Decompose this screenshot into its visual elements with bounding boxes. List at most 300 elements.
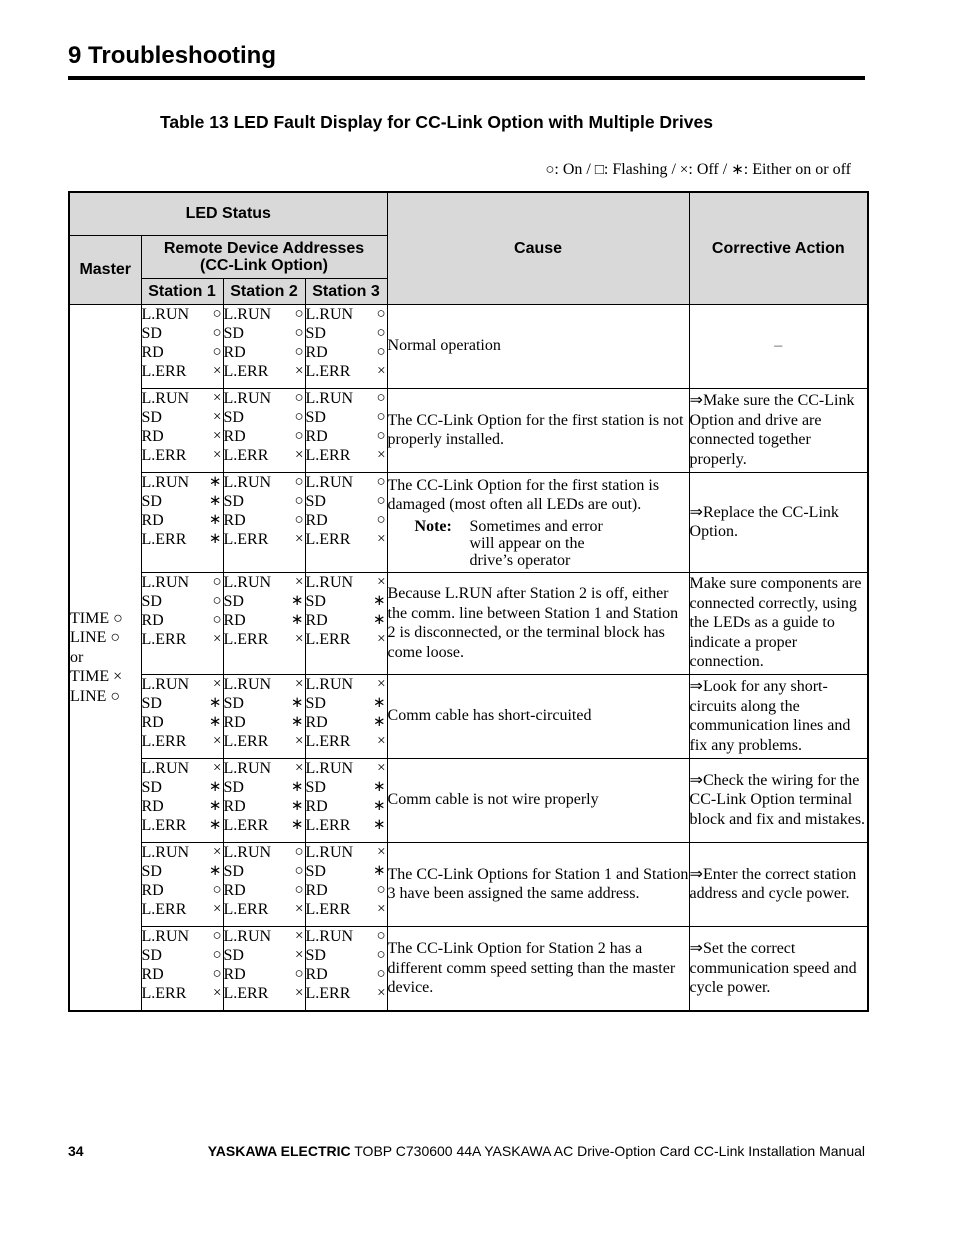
led-line	[306, 881, 387, 900]
led-state: ×	[213, 363, 222, 380]
led-line	[224, 630, 305, 649]
master-status-line: or	[70, 648, 84, 666]
led-name: L.RUN	[141, 927, 190, 945]
led-state: ○	[294, 843, 304, 860]
led-line	[224, 946, 305, 965]
led-line	[224, 492, 305, 511]
led-name: SD	[305, 778, 326, 796]
cause-text: The CC-Link Option for the first station is not properly installed.	[387, 411, 684, 448]
led-name: L.RUN	[223, 573, 272, 591]
led-state: ○	[294, 389, 304, 406]
led-line	[142, 900, 223, 919]
led-line	[306, 473, 387, 492]
led-state: ∗	[208, 862, 222, 879]
led-state: ×	[295, 733, 304, 750]
corrective-action-cell: ⇒Enter the correct station address and cycle power.	[689, 842, 868, 926]
led-name: L.ERR	[223, 985, 269, 1003]
led-name: SD	[141, 592, 162, 610]
led-line	[142, 389, 223, 408]
led-state: ∗	[208, 817, 222, 834]
led-line	[142, 984, 223, 1003]
led-name: L.ERR	[141, 985, 187, 1003]
led-name: SD	[223, 946, 244, 964]
led-line	[306, 816, 387, 835]
led-state: ∗	[372, 862, 386, 879]
led-line	[306, 965, 387, 984]
led-state: ○	[376, 324, 386, 341]
led-name: L.RUN	[223, 473, 272, 491]
cause-cell	[387, 472, 689, 572]
led-line	[142, 778, 223, 797]
led-state: ○	[294, 965, 304, 982]
station2-header: Station 2	[223, 278, 305, 304]
led-line	[224, 324, 305, 343]
led-line	[224, 732, 305, 751]
led-name: L.RUN	[223, 927, 272, 945]
led-name: L.RUN	[141, 573, 190, 591]
table-caption: Table 13 LED Fault Display for CC-Link Option with Multiple Drives	[160, 112, 713, 132]
led-line	[142, 324, 223, 343]
master-status-cell	[69, 304, 141, 1011]
led-line	[306, 946, 387, 965]
led-name: L.RUN	[141, 675, 190, 693]
led-name: SD	[305, 946, 326, 964]
led-name: L.ERR	[223, 901, 269, 919]
led-name: SD	[141, 408, 162, 426]
led-name: L.ERR	[305, 531, 351, 549]
flash-symbol: □	[594, 162, 604, 178]
led-state: ×	[295, 573, 304, 590]
led-state: ∗	[372, 694, 386, 711]
station1-header: Station 1	[141, 278, 223, 304]
station3-led-cell	[305, 472, 387, 572]
station3-led-cell	[305, 572, 387, 674]
cause-cell	[387, 674, 689, 758]
cause-text: The CC-Link Option for Station 2 has a different comm speed setting than the master device.	[387, 940, 676, 996]
led-state: ∗	[208, 492, 222, 509]
led-state: ×	[377, 363, 386, 380]
cause-cell	[387, 842, 689, 926]
led-state: ○	[294, 324, 304, 341]
station1-led-cell	[141, 674, 223, 758]
led-line	[224, 843, 305, 862]
led-line	[306, 759, 387, 778]
led-state: ×	[213, 408, 222, 425]
led-state: ∗	[208, 511, 222, 528]
led-state: ○	[376, 881, 386, 898]
led-state: ×	[295, 985, 304, 1002]
led-name: L.RUN	[141, 473, 190, 491]
station3-led-cell	[305, 758, 387, 842]
led-line	[142, 427, 223, 446]
led-name: SD	[305, 862, 326, 880]
led-state: ○	[376, 427, 386, 444]
led-line	[306, 900, 387, 919]
led-line	[224, 473, 305, 492]
led-line	[142, 759, 223, 778]
led-name: L.ERR	[223, 363, 269, 381]
led-name: RD	[223, 713, 246, 731]
led-state: ×	[295, 363, 304, 380]
led-state: ×	[213, 901, 222, 918]
led-line	[142, 816, 223, 835]
led-line	[306, 427, 387, 446]
footer-doc: TOBP C730600 44A YASKAWA AC Drive-Option Card CC-Link Installation Manual	[350, 1143, 865, 1159]
station1-led-cell	[141, 926, 223, 1011]
footer-brand: YASKAWA ELECTRIC	[207, 1143, 351, 1159]
led-state: ○	[376, 408, 386, 425]
led-state: ∗	[208, 778, 222, 795]
led-line	[224, 446, 305, 465]
station2-led-cell	[223, 926, 305, 1011]
led-state: ∗	[290, 797, 304, 814]
on-symbol: ○	[545, 162, 555, 178]
led-name: L.RUN	[305, 927, 354, 945]
station3-led-cell	[305, 304, 387, 388]
led-line	[142, 408, 223, 427]
station3-led-cell	[305, 926, 387, 1011]
led-state: ×	[213, 389, 222, 406]
led-state: ○	[212, 324, 222, 341]
station2-led-cell	[223, 572, 305, 674]
off-text: : Off /	[688, 161, 732, 178]
led-line	[142, 843, 223, 862]
led-line	[306, 446, 387, 465]
led-name: RD	[141, 881, 164, 899]
led-name: RD	[141, 797, 164, 815]
led-name: RD	[305, 427, 328, 445]
station1-led-cell	[141, 472, 223, 572]
led-line	[142, 611, 223, 630]
led-name: L.RUN	[141, 305, 190, 323]
led-line	[306, 630, 387, 649]
led-line	[224, 900, 305, 919]
cause-text: Comm cable is not wire properly	[387, 791, 599, 809]
led-name: L.RUN	[305, 305, 354, 323]
led-state: ∗	[208, 694, 222, 711]
led-line	[224, 927, 305, 946]
table-row	[69, 758, 868, 842]
led-line	[306, 389, 387, 408]
station2-led-cell	[223, 472, 305, 572]
station3-led-cell	[305, 842, 387, 926]
led-state: ×	[213, 427, 222, 444]
flash-text: : Flashing /	[603, 161, 680, 178]
led-line	[306, 984, 387, 1003]
led-line	[224, 592, 305, 611]
led-name: L.ERR	[305, 363, 351, 381]
led-line	[224, 862, 305, 881]
led-state: ×	[377, 901, 386, 918]
led-name: L.ERR	[141, 631, 187, 649]
led-line	[142, 862, 223, 881]
corrective-action-cell: ⇒Look for any short-circuits along the communication lines and fix any problems.	[689, 674, 868, 758]
led-name: L.ERR	[141, 901, 187, 919]
led-line	[224, 511, 305, 530]
led-status-header: LED Status	[69, 192, 387, 235]
led-line	[224, 881, 305, 900]
led-line	[306, 862, 387, 881]
page-number: 34	[68, 1143, 84, 1159]
led-state: ○	[212, 965, 222, 982]
led-name: RD	[223, 427, 246, 445]
station1-led-cell	[141, 758, 223, 842]
cause-text: Normal operation	[387, 337, 501, 355]
master-status-line: LINE ○	[70, 687, 121, 705]
led-name: SD	[223, 324, 244, 342]
led-name: RD	[223, 611, 246, 629]
master-header: Master	[69, 235, 141, 304]
led-line	[224, 530, 305, 549]
led-name: SD	[223, 592, 244, 610]
footer-text	[208, 1143, 865, 1159]
led-state: ○	[376, 473, 386, 490]
led-line	[142, 927, 223, 946]
led-line	[224, 305, 305, 324]
led-state: ○	[376, 511, 386, 528]
led-name: SD	[305, 492, 326, 510]
led-state: ∗	[290, 817, 304, 834]
led-state: ○	[212, 927, 222, 944]
led-state: ○	[294, 881, 304, 898]
led-name: RD	[141, 965, 164, 983]
led-state: ×	[377, 843, 386, 860]
led-state: ×	[295, 927, 304, 944]
led-line	[224, 408, 305, 427]
led-line	[306, 592, 387, 611]
led-name: RD	[223, 881, 246, 899]
led-name: L.RUN	[141, 843, 190, 861]
led-name: L.ERR	[141, 531, 187, 549]
cause-text: Because L.RUN after Station 2 is off, either the comm. line between Station 1 and Station 2 is disconnected, or the terminal block has come loose.	[387, 585, 679, 661]
led-name: RD	[141, 427, 164, 445]
led-name: SD	[223, 694, 244, 712]
led-state: ○	[376, 927, 386, 944]
led-line	[306, 492, 387, 511]
led-state: ×	[295, 901, 304, 918]
led-state: ○	[212, 305, 222, 322]
led-line	[142, 362, 223, 381]
led-name: L.RUN	[141, 389, 190, 407]
led-name: L.RUN	[305, 389, 354, 407]
led-line	[142, 713, 223, 732]
corrective-action-cell: Make sure components are connected correctly, using the LEDs as a guide to indicate a proper connection.	[689, 572, 868, 674]
action-header: Corrective Action	[689, 192, 868, 304]
station3-led-cell	[305, 388, 387, 472]
led-state: ×	[295, 447, 304, 464]
led-state: ○	[376, 343, 386, 360]
note-text: Sometimes and error will appear on the drive’s operator	[469, 517, 603, 569]
table-row	[69, 472, 868, 572]
led-name: L.ERR	[305, 631, 351, 649]
led-state: ○	[294, 862, 304, 879]
led-line	[224, 816, 305, 835]
led-state: ∗	[290, 611, 304, 628]
led-state: ×	[377, 573, 386, 590]
led-line	[142, 732, 223, 751]
led-line	[306, 573, 387, 592]
led-line	[306, 927, 387, 946]
led-state: ∗	[372, 817, 386, 834]
corrective-action-cell: ⇒Make sure the CC-Link Option and drive are connected together properly.	[689, 388, 868, 472]
led-line	[306, 732, 387, 751]
led-state: ○	[376, 965, 386, 982]
note-label: Note:	[414, 517, 452, 535]
led-name: L.RUN	[223, 843, 272, 861]
led-name: RD	[223, 511, 246, 529]
led-state: ×	[213, 675, 222, 692]
led-state: ○	[212, 573, 222, 590]
led-line	[142, 343, 223, 362]
station1-led-cell	[141, 388, 223, 472]
led-line	[142, 630, 223, 649]
cause-cell	[387, 304, 689, 388]
led-name: RD	[141, 611, 164, 629]
led-line	[306, 797, 387, 816]
led-name: RD	[305, 965, 328, 983]
led-name: SD	[141, 862, 162, 880]
led-state: ○	[294, 492, 304, 509]
led-line	[224, 362, 305, 381]
table-body	[69, 304, 868, 1011]
led-name: SD	[305, 324, 326, 342]
cause-cell	[387, 926, 689, 1011]
led-state: ×	[377, 675, 386, 692]
led-state: ×	[377, 531, 386, 548]
led-state: ∗	[372, 713, 386, 730]
title-rule	[68, 76, 865, 80]
led-state: ○	[294, 305, 304, 322]
led-name: L.ERR	[305, 901, 351, 919]
led-state: ○	[376, 305, 386, 322]
led-state: ∗	[372, 611, 386, 628]
led-line	[224, 965, 305, 984]
led-line	[142, 694, 223, 713]
led-name: L.ERR	[141, 817, 187, 835]
led-state: ×	[295, 531, 304, 548]
led-name: L.ERR	[141, 447, 187, 465]
led-name: RD	[305, 797, 328, 815]
led-name: RD	[223, 343, 246, 361]
led-line	[142, 473, 223, 492]
led-line	[224, 389, 305, 408]
led-name: L.RUN	[305, 573, 354, 591]
led-state: ×	[295, 946, 304, 963]
master-status-line: TIME ×	[70, 668, 123, 685]
table-row	[69, 842, 868, 926]
led-line	[306, 778, 387, 797]
led-line	[224, 343, 305, 362]
led-name: L.RUN	[223, 675, 272, 693]
led-name: L.ERR	[141, 733, 187, 751]
led-name: RD	[305, 713, 328, 731]
led-state: ×	[213, 733, 222, 750]
led-line	[142, 797, 223, 816]
station1-led-cell	[141, 842, 223, 926]
led-state: ∗	[372, 592, 386, 609]
led-state: ○	[212, 881, 222, 898]
either-text: : Either on or off	[743, 161, 851, 178]
led-state: ○	[294, 473, 304, 490]
led-name: L.RUN	[305, 759, 354, 777]
led-name: L.ERR	[223, 631, 269, 649]
cause-text: The CC-Link Options for Station 1 and Station 3 have been assigned the same address.	[387, 865, 689, 902]
led-name: RD	[141, 511, 164, 529]
corrective-action-cell: ⇒Set the correct communication speed and cycle power.	[689, 926, 868, 1011]
led-name: SD	[305, 694, 326, 712]
led-line	[306, 530, 387, 549]
led-name: SD	[141, 946, 162, 964]
led-line	[142, 492, 223, 511]
led-line	[142, 305, 223, 324]
led-name: L.RUN	[305, 473, 354, 491]
led-name: SD	[141, 324, 162, 342]
cause-cell	[387, 388, 689, 472]
led-state: ∗	[290, 694, 304, 711]
led-state: ○	[294, 343, 304, 360]
led-state: ×	[377, 631, 386, 648]
table-row	[69, 304, 868, 388]
led-state: ∗	[290, 592, 304, 609]
corrective-action-cell: –	[689, 304, 868, 388]
led-state: ×	[377, 759, 386, 776]
led-name: RD	[305, 343, 328, 361]
led-line	[142, 881, 223, 900]
led-line	[142, 530, 223, 549]
led-line	[306, 324, 387, 343]
led-state: ×	[213, 843, 222, 860]
cause-cell	[387, 758, 689, 842]
led-state: ∗	[372, 797, 386, 814]
led-line	[306, 511, 387, 530]
led-line	[306, 694, 387, 713]
on-text: : On /	[554, 161, 595, 178]
station3-led-cell	[305, 674, 387, 758]
led-state: ○	[376, 946, 386, 963]
led-name: SD	[141, 492, 162, 510]
led-line	[224, 778, 305, 797]
corrective-action-cell: ⇒Check the wiring for the CC-Link Option terminal block and fix and mistakes.	[689, 758, 868, 842]
station2-led-cell	[223, 758, 305, 842]
master-status-line: TIME ○	[70, 609, 123, 627]
led-name: L.RUN	[141, 759, 190, 777]
led-state: ○	[212, 946, 222, 963]
cause-header: Cause	[387, 192, 689, 304]
station3-header: Station 3	[305, 278, 387, 304]
led-name: L.RUN	[223, 389, 272, 407]
led-line	[142, 446, 223, 465]
led-name: L.ERR	[223, 817, 269, 835]
led-name: SD	[305, 408, 326, 426]
led-line	[306, 305, 387, 324]
led-state: ○	[212, 343, 222, 360]
led-name: RD	[223, 965, 246, 983]
led-state: ○	[294, 427, 304, 444]
led-line	[224, 573, 305, 592]
station2-led-cell	[223, 304, 305, 388]
led-name: L.ERR	[223, 733, 269, 751]
station1-led-cell	[141, 304, 223, 388]
led-line	[224, 675, 305, 694]
led-name: L.ERR	[305, 447, 351, 465]
led-name: SD	[223, 862, 244, 880]
led-line	[306, 713, 387, 732]
led-line	[224, 759, 305, 778]
led-state: ×	[213, 631, 222, 648]
led-state: ∗	[290, 778, 304, 795]
led-name: SD	[223, 778, 244, 796]
led-state: ×	[377, 985, 386, 1002]
